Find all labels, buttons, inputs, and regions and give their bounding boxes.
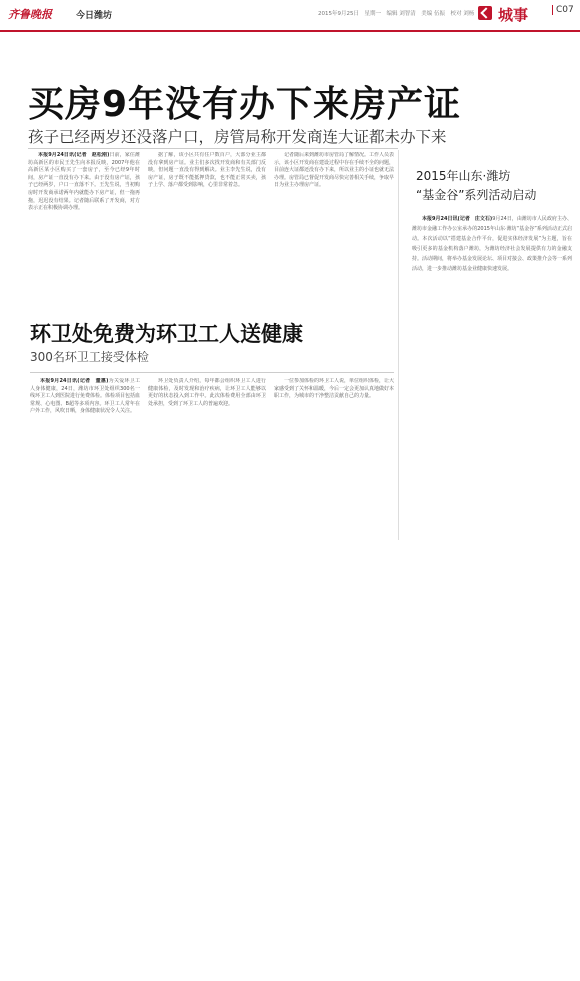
article2-text-1: 为关爱环卫工人身体健康，24日，潍坊市环卫处组织300名一线环卫工人到医院进行免费体检。体检项目包括血常规、心电图、B超等多项内容。环卫工人常年在户外工作，风吹日晒，身体健康状况令人关注。 bbox=[30, 378, 140, 415]
article2-column-3 bbox=[274, 378, 394, 508]
article2-text-3: 一位参加体检的环卫工人说，单位组织体检，让大家感受到了关怀和温暖，今后一定会更加认真地做好本职工作，为城市的干净整洁贡献自己的力量。 bbox=[274, 378, 394, 400]
page-number: C07 bbox=[552, 5, 574, 15]
article1-byline: 本报9月24日讯(记者 赵松刚) bbox=[38, 152, 110, 158]
section-title: 城事 bbox=[498, 6, 529, 24]
sidebar-body bbox=[412, 214, 572, 534]
article1-column-1 bbox=[28, 152, 140, 302]
article2-rule bbox=[30, 372, 394, 373]
issue-meta: 2015年9月25日 星期一 编辑 刘智清 美编 伍振 校对 刘杨 bbox=[318, 11, 475, 17]
article1-rule bbox=[28, 148, 398, 149]
sidebar-text: 9月24日，由潍坊市人民政府主办、潍坊市金融工作办公室承办的2015年山东·潍坊“基金谷”系列活动正式启动。本次活动以“搭建基金合作平台，促进实体经济发展”为主题，旨在吸引更多的基金机构落户潍坊，为潍坊经济社会发展提供有力的金融支持。活动期间，将举办基金发展论坛、项目对接会、政策推介会等一系列活动，进一步推动潍坊基金业健康快速发展。 bbox=[412, 216, 572, 272]
edition-label: 今日潍坊 bbox=[76, 11, 113, 21]
article2-text-2: 环卫处负责人介绍，每年都会组织环卫工人进行健康体检，及时发现和治疗疾病，让环卫工人能够以更好的状态投入到工作中。此次体检费用全部由环卫处承担，受到了环卫工人的普遍欢迎。 bbox=[148, 378, 266, 407]
column-divider bbox=[398, 150, 399, 540]
newspaper-logo: 齐鲁晚报 bbox=[8, 8, 52, 21]
sidebar-headline-line1: 2015年山东·潍坊 bbox=[416, 169, 511, 183]
article2-column-1 bbox=[30, 378, 140, 508]
article2-byline: 本报9月24日讯(记者 董惠) bbox=[40, 378, 109, 384]
page-header bbox=[0, 0, 580, 30]
sidebar-byline: 本报9月24日讯(记者 庄文石) bbox=[422, 216, 493, 222]
article1-text-1: 日前，家住潍坊高新区的市民王先生向本报反映，2007年他在高新区某小区购买了一套房子，至今已经9年时间，房产证一直没有办下来。由于没有房产证，孩子已经两岁，户口一直落不下。王先生说，当初购房时开发商承诺两年内就能办下房产证，但一拖再拖，迟迟没有结果。记者随后联系了开发商，对方表示正在积极协调办理。 bbox=[28, 152, 140, 212]
article2-subheadline: 300名环卫工接受体检 bbox=[30, 350, 149, 364]
sidebar-headline-line2: “基金谷”系列活动启动 bbox=[416, 188, 537, 202]
header-rule bbox=[0, 30, 580, 32]
article1-column-2 bbox=[148, 152, 266, 302]
section-tag bbox=[478, 4, 548, 26]
article1-subheadline: 孩子已经两岁还没落户口，房管局称开发商连大证都未办下来 bbox=[28, 128, 447, 146]
article1-text-2: 据了解，该小区共有住户数百户，大部分业主都没有拿到房产证。业主们多次找开发商和有关部门反映，但问题一直没有得到解决。业主李先生说，没有房产证，房子既不能抵押贷款，也不能正常买卖，孩子上学、落户都受到影响，心里非常着急。 bbox=[148, 152, 266, 189]
article2-headline: 环卫处免费为环卫工人送健康 bbox=[30, 322, 303, 346]
section-arrow-icon bbox=[478, 6, 492, 20]
article2-column-2 bbox=[148, 378, 266, 508]
article1-headline: 买房9年没有办下来房产证 bbox=[28, 84, 462, 125]
article1-text-3: 记者随后来到潍坊市房管局了解情况。工作人员表示，该小区开发商在建设过程中存在手续不全的问题，目前连大证都还没有办下来，所以业主的小证也就无法办理。房管局已督促开发商尽快完善相关手续，争取早日为业主办理房产证。 bbox=[274, 152, 394, 189]
article1-column-3 bbox=[274, 152, 394, 302]
